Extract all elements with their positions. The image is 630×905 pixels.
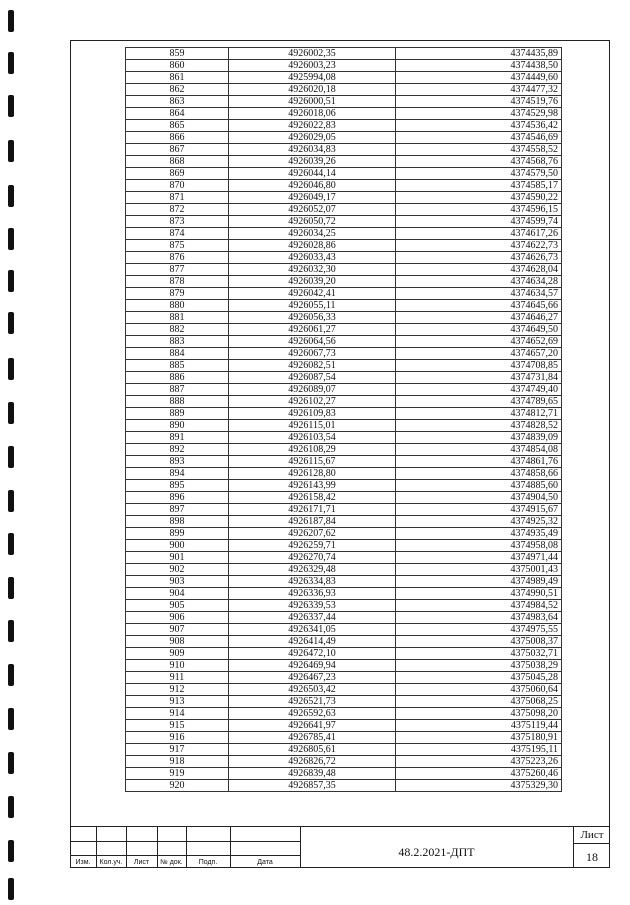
point-number-cell: 876 [126, 252, 229, 264]
y-coordinate-cell: 4375098,20 [396, 708, 562, 720]
binding-mark [8, 533, 14, 555]
x-coordinate-cell: 4926055,11 [229, 300, 396, 312]
x-coordinate-cell: 4926039,20 [229, 276, 396, 288]
y-coordinate-cell: 4375008,37 [396, 636, 562, 648]
binding-mark [8, 796, 14, 818]
table-row [126, 528, 562, 540]
point-number-cell: 911 [126, 672, 229, 684]
binding-mark [8, 10, 14, 32]
table-row [126, 480, 562, 492]
y-coordinate-cell: 4374649,50 [396, 324, 562, 336]
binding-mark [8, 270, 14, 292]
x-coordinate-cell: 4926115,01 [229, 420, 396, 432]
y-coordinate-cell: 4374858,66 [396, 468, 562, 480]
y-coordinate-cell: 4374438,50 [396, 60, 562, 72]
table-row [126, 144, 562, 156]
table-row [126, 96, 562, 108]
stamp-label-doc-number: № док. [160, 859, 183, 866]
table-row [126, 564, 562, 576]
x-coordinate-cell: 4926020,18 [229, 84, 396, 96]
binding-mark [8, 490, 14, 512]
binding-mark [8, 52, 14, 74]
y-coordinate-cell: 4374854,08 [396, 444, 562, 456]
point-number-cell: 891 [126, 432, 229, 444]
table-row [126, 252, 562, 264]
y-coordinate-cell: 4374885,60 [396, 480, 562, 492]
table-row [126, 744, 562, 756]
table-row [126, 384, 562, 396]
table-row [126, 180, 562, 192]
table-row [126, 156, 562, 168]
point-number-cell: 905 [126, 600, 229, 612]
y-coordinate-cell: 4375001,43 [396, 564, 562, 576]
stamp-label-sheet: Лист [133, 859, 150, 866]
table-row [126, 612, 562, 624]
x-coordinate-cell: 4926341,05 [229, 624, 396, 636]
point-number-cell: 906 [126, 612, 229, 624]
point-number-cell: 918 [126, 756, 229, 768]
table-row [126, 396, 562, 408]
y-coordinate-cell: 4374652,69 [396, 336, 562, 348]
point-number-cell: 902 [126, 564, 229, 576]
y-coordinate-cell: 4374634,28 [396, 276, 562, 288]
x-coordinate-cell: 4926187,84 [229, 516, 396, 528]
y-coordinate-cell: 4374519,76 [396, 96, 562, 108]
table-row [126, 540, 562, 552]
y-coordinate-cell: 4374971,44 [396, 552, 562, 564]
table-row [126, 60, 562, 72]
y-coordinate-cell: 4374731,84 [396, 372, 562, 384]
x-coordinate-cell: 4926467,23 [229, 672, 396, 684]
point-number-cell: 882 [126, 324, 229, 336]
coordinates-table-body [126, 48, 562, 792]
y-coordinate-cell: 4374617,26 [396, 228, 562, 240]
table-row [126, 168, 562, 180]
point-number-cell: 881 [126, 312, 229, 324]
point-number-cell: 898 [126, 516, 229, 528]
x-coordinate-cell: 4926046,80 [229, 180, 396, 192]
point-number-cell: 916 [126, 732, 229, 744]
x-coordinate-cell: 4926503,42 [229, 684, 396, 696]
point-number-cell: 869 [126, 168, 229, 180]
table-row [126, 348, 562, 360]
point-number-cell: 892 [126, 444, 229, 456]
x-coordinate-cell: 4926207,62 [229, 528, 396, 540]
x-coordinate-cell: 4926044,14 [229, 168, 396, 180]
table-row [126, 420, 562, 432]
table-row [126, 624, 562, 636]
x-coordinate-cell: 4926034,83 [229, 144, 396, 156]
y-coordinate-cell: 4374983,64 [396, 612, 562, 624]
point-number-cell: 867 [126, 144, 229, 156]
x-coordinate-cell: 4926171,71 [229, 504, 396, 516]
table-row [126, 576, 562, 588]
y-coordinate-cell: 4375195,11 [396, 744, 562, 756]
point-number-cell: 870 [126, 180, 229, 192]
y-coordinate-cell: 4374828,52 [396, 420, 562, 432]
y-coordinate-cell: 4375032,71 [396, 648, 562, 660]
y-coordinate-cell: 4374861,76 [396, 456, 562, 468]
table-row [126, 648, 562, 660]
y-coordinate-cell: 4374568,76 [396, 156, 562, 168]
x-coordinate-cell: 4926414,49 [229, 636, 396, 648]
y-coordinate-cell: 4374536,42 [396, 120, 562, 132]
x-coordinate-cell: 4926056,33 [229, 312, 396, 324]
point-number-cell: 877 [126, 264, 229, 276]
point-number-cell: 860 [126, 60, 229, 72]
point-number-cell: 878 [126, 276, 229, 288]
x-coordinate-cell: 4926028,86 [229, 240, 396, 252]
table-row [126, 288, 562, 300]
x-coordinate-cell: 4926022,83 [229, 120, 396, 132]
point-number-cell: 883 [126, 336, 229, 348]
y-coordinate-cell: 4375329,30 [396, 780, 562, 792]
y-coordinate-cell: 4374579,50 [396, 168, 562, 180]
table-row [126, 120, 562, 132]
x-coordinate-cell: 4926259,71 [229, 540, 396, 552]
point-number-cell: 901 [126, 552, 229, 564]
binding-mark [8, 620, 14, 642]
x-coordinate-cell: 4926064,56 [229, 336, 396, 348]
table-row [126, 456, 562, 468]
point-number-cell: 895 [126, 480, 229, 492]
y-coordinate-cell: 4374925,32 [396, 516, 562, 528]
point-number-cell: 907 [126, 624, 229, 636]
table-row [126, 240, 562, 252]
x-coordinate-cell: 4926826,72 [229, 756, 396, 768]
x-coordinate-cell: 4926108,29 [229, 444, 396, 456]
x-coordinate-cell: 4926857,35 [229, 780, 396, 792]
point-number-cell: 864 [126, 108, 229, 120]
table-row [126, 432, 562, 444]
table-row [126, 444, 562, 456]
y-coordinate-cell: 4375038,29 [396, 660, 562, 672]
binding-mark [8, 752, 14, 774]
table-row [126, 636, 562, 648]
table-row [126, 492, 562, 504]
x-coordinate-cell: 4926042,41 [229, 288, 396, 300]
point-number-cell: 903 [126, 576, 229, 588]
table-row [126, 684, 562, 696]
table-row [126, 108, 562, 120]
stamp-label-change: Изм. [75, 859, 91, 866]
x-coordinate-cell: 4926839,48 [229, 768, 396, 780]
y-coordinate-cell: 4374789,65 [396, 396, 562, 408]
y-coordinate-cell: 4375068,25 [396, 696, 562, 708]
table-row [126, 468, 562, 480]
x-coordinate-cell: 4926033,43 [229, 252, 396, 264]
table-row [126, 264, 562, 276]
point-number-cell: 913 [126, 696, 229, 708]
x-coordinate-cell: 4926061,27 [229, 324, 396, 336]
x-coordinate-cell: 4926329,48 [229, 564, 396, 576]
x-coordinate-cell: 4926785,41 [229, 732, 396, 744]
x-coordinate-cell: 4926143,99 [229, 480, 396, 492]
x-coordinate-cell: 4925994,08 [229, 72, 396, 84]
table-row [126, 660, 562, 672]
point-number-cell: 912 [126, 684, 229, 696]
point-number-cell: 866 [126, 132, 229, 144]
point-number-cell: 908 [126, 636, 229, 648]
binding-mark [8, 446, 14, 468]
y-coordinate-cell: 4374628,04 [396, 264, 562, 276]
point-number-cell: 875 [126, 240, 229, 252]
y-coordinate-cell: 4374935,49 [396, 528, 562, 540]
y-coordinate-cell: 4374477,32 [396, 84, 562, 96]
binding-mark [8, 185, 14, 207]
point-number-cell: 890 [126, 420, 229, 432]
table-row [126, 300, 562, 312]
point-number-cell: 917 [126, 744, 229, 756]
y-coordinate-cell: 4374449,60 [396, 72, 562, 84]
y-coordinate-cell: 4375180,91 [396, 732, 562, 744]
x-coordinate-cell: 4926102,27 [229, 396, 396, 408]
point-number-cell: 863 [126, 96, 229, 108]
table-row [126, 780, 562, 792]
title-block [70, 826, 610, 868]
x-coordinate-cell: 4926082,51 [229, 360, 396, 372]
x-coordinate-cell: 4926115,67 [229, 456, 396, 468]
coordinates-table [125, 47, 562, 792]
point-number-cell: 862 [126, 84, 229, 96]
x-coordinate-cell: 4926109,83 [229, 408, 396, 420]
point-number-cell: 872 [126, 204, 229, 216]
x-coordinate-cell: 4926103,54 [229, 432, 396, 444]
table-row [126, 84, 562, 96]
point-number-cell: 896 [126, 492, 229, 504]
table-row [126, 552, 562, 564]
y-coordinate-cell: 4374596,15 [396, 204, 562, 216]
y-coordinate-cell: 4374904,50 [396, 492, 562, 504]
y-coordinate-cell: 4374529,98 [396, 108, 562, 120]
x-coordinate-cell: 4926158,42 [229, 492, 396, 504]
point-number-cell: 871 [126, 192, 229, 204]
stamp-label-count: Кол.уч. [99, 859, 123, 866]
point-number-cell: 915 [126, 720, 229, 732]
point-number-cell: 899 [126, 528, 229, 540]
y-coordinate-cell: 4375045,28 [396, 672, 562, 684]
x-coordinate-cell: 4926029,05 [229, 132, 396, 144]
y-coordinate-cell: 4374590,22 [396, 192, 562, 204]
table-row [126, 720, 562, 732]
y-coordinate-cell: 4374558,52 [396, 144, 562, 156]
x-coordinate-cell: 4926039,26 [229, 156, 396, 168]
x-coordinate-cell: 4926339,53 [229, 600, 396, 612]
x-coordinate-cell: 4926049,17 [229, 192, 396, 204]
x-coordinate-cell: 4926032,30 [229, 264, 396, 276]
table-row [126, 204, 562, 216]
table-row [126, 132, 562, 144]
point-number-cell: 920 [126, 780, 229, 792]
point-number-cell: 909 [126, 648, 229, 660]
table-row [126, 504, 562, 516]
point-number-cell: 886 [126, 372, 229, 384]
table-row [126, 216, 562, 228]
x-coordinate-cell: 4926089,07 [229, 384, 396, 396]
sheet-number: 18 [586, 850, 598, 864]
y-coordinate-cell: 4374546,69 [396, 132, 562, 144]
binding-mark [8, 708, 14, 730]
table-row [126, 672, 562, 684]
table-row [126, 360, 562, 372]
y-coordinate-cell: 4374634,57 [396, 288, 562, 300]
y-coordinate-cell: 4375060,64 [396, 684, 562, 696]
table-row [126, 768, 562, 780]
y-coordinate-cell: 4375223,26 [396, 756, 562, 768]
x-coordinate-cell: 4926336,93 [229, 588, 396, 600]
point-number-cell: 880 [126, 300, 229, 312]
x-coordinate-cell: 4926087,54 [229, 372, 396, 384]
point-number-cell: 861 [126, 72, 229, 84]
y-coordinate-cell: 4374989,49 [396, 576, 562, 588]
table-row [126, 372, 562, 384]
table-row [126, 312, 562, 324]
binding-mark [8, 95, 14, 117]
table-row [126, 336, 562, 348]
x-coordinate-cell: 4926050,72 [229, 216, 396, 228]
point-number-cell: 900 [126, 540, 229, 552]
y-coordinate-cell: 4374839,09 [396, 432, 562, 444]
y-coordinate-cell: 4374990,51 [396, 588, 562, 600]
point-number-cell: 884 [126, 348, 229, 360]
table-row [126, 708, 562, 720]
y-coordinate-cell: 4374708,85 [396, 360, 562, 372]
point-number-cell: 859 [126, 48, 229, 60]
y-coordinate-cell: 4374749,40 [396, 384, 562, 396]
y-coordinate-cell: 4374622,73 [396, 240, 562, 252]
stamp-label-signature: Подп. [198, 859, 218, 866]
y-coordinate-cell: 4374646,27 [396, 312, 562, 324]
y-coordinate-cell: 4374958,08 [396, 540, 562, 552]
x-coordinate-cell: 4926337,44 [229, 612, 396, 624]
table-row [126, 516, 562, 528]
binding-mark [8, 577, 14, 599]
y-coordinate-cell: 4374435,89 [396, 48, 562, 60]
x-coordinate-cell: 4926018,06 [229, 108, 396, 120]
point-number-cell: 887 [126, 384, 229, 396]
stamp-label-date: Дата [257, 859, 273, 866]
x-coordinate-cell: 4926521,73 [229, 696, 396, 708]
binding-mark [8, 228, 14, 250]
sheet-label: Лист [580, 829, 604, 841]
y-coordinate-cell: 4374626,73 [396, 252, 562, 264]
point-number-cell: 919 [126, 768, 229, 780]
y-coordinate-cell: 4374975,55 [396, 624, 562, 636]
table-row [126, 732, 562, 744]
y-coordinate-cell: 4374645,66 [396, 300, 562, 312]
binding-mark [8, 840, 14, 862]
point-number-cell: 868 [126, 156, 229, 168]
document-code: 48.2.2021-ДПТ [398, 845, 475, 859]
binding-mark [8, 312, 14, 334]
x-coordinate-cell: 4926034,25 [229, 228, 396, 240]
y-coordinate-cell: 4375260,46 [396, 768, 562, 780]
table-row [126, 756, 562, 768]
x-coordinate-cell: 4926000,51 [229, 96, 396, 108]
x-coordinate-cell: 4926270,74 [229, 552, 396, 564]
x-coordinate-cell: 4926472,10 [229, 648, 396, 660]
x-coordinate-cell: 4926003,23 [229, 60, 396, 72]
point-number-cell: 889 [126, 408, 229, 420]
x-coordinate-cell: 4926592,63 [229, 708, 396, 720]
binding-mark [8, 664, 14, 686]
y-coordinate-cell: 4374657,20 [396, 348, 562, 360]
point-number-cell: 904 [126, 588, 229, 600]
binding-mark [8, 140, 14, 162]
table-row [126, 192, 562, 204]
x-coordinate-cell: 4926002,35 [229, 48, 396, 60]
table-row [126, 72, 562, 84]
point-number-cell: 894 [126, 468, 229, 480]
point-number-cell: 893 [126, 456, 229, 468]
point-number-cell: 873 [126, 216, 229, 228]
y-coordinate-cell: 4374599,74 [396, 216, 562, 228]
x-coordinate-cell: 4926128,80 [229, 468, 396, 480]
x-coordinate-cell: 4926067,73 [229, 348, 396, 360]
point-number-cell: 910 [126, 660, 229, 672]
table-row [126, 408, 562, 420]
binding-mark [8, 878, 14, 900]
point-number-cell: 888 [126, 396, 229, 408]
point-number-cell: 879 [126, 288, 229, 300]
point-number-cell: 865 [126, 120, 229, 132]
x-coordinate-cell: 4926805,61 [229, 744, 396, 756]
x-coordinate-cell: 4926469,94 [229, 660, 396, 672]
x-coordinate-cell: 4926334,83 [229, 576, 396, 588]
point-number-cell: 885 [126, 360, 229, 372]
table-row [126, 324, 562, 336]
point-number-cell: 914 [126, 708, 229, 720]
binding-mark [8, 358, 14, 380]
table-row [126, 600, 562, 612]
table-row [126, 228, 562, 240]
y-coordinate-cell: 4374585,17 [396, 180, 562, 192]
table-row [126, 276, 562, 288]
point-number-cell: 874 [126, 228, 229, 240]
table-row [126, 696, 562, 708]
x-coordinate-cell: 4926052,07 [229, 204, 396, 216]
point-number-cell: 897 [126, 504, 229, 516]
y-coordinate-cell: 4375119,44 [396, 720, 562, 732]
y-coordinate-cell: 4374915,67 [396, 504, 562, 516]
x-coordinate-cell: 4926641,97 [229, 720, 396, 732]
table-row [126, 48, 562, 60]
y-coordinate-cell: 4374984,52 [396, 600, 562, 612]
binding-mark [8, 402, 14, 424]
table-row [126, 588, 562, 600]
y-coordinate-cell: 4374812,71 [396, 408, 562, 420]
